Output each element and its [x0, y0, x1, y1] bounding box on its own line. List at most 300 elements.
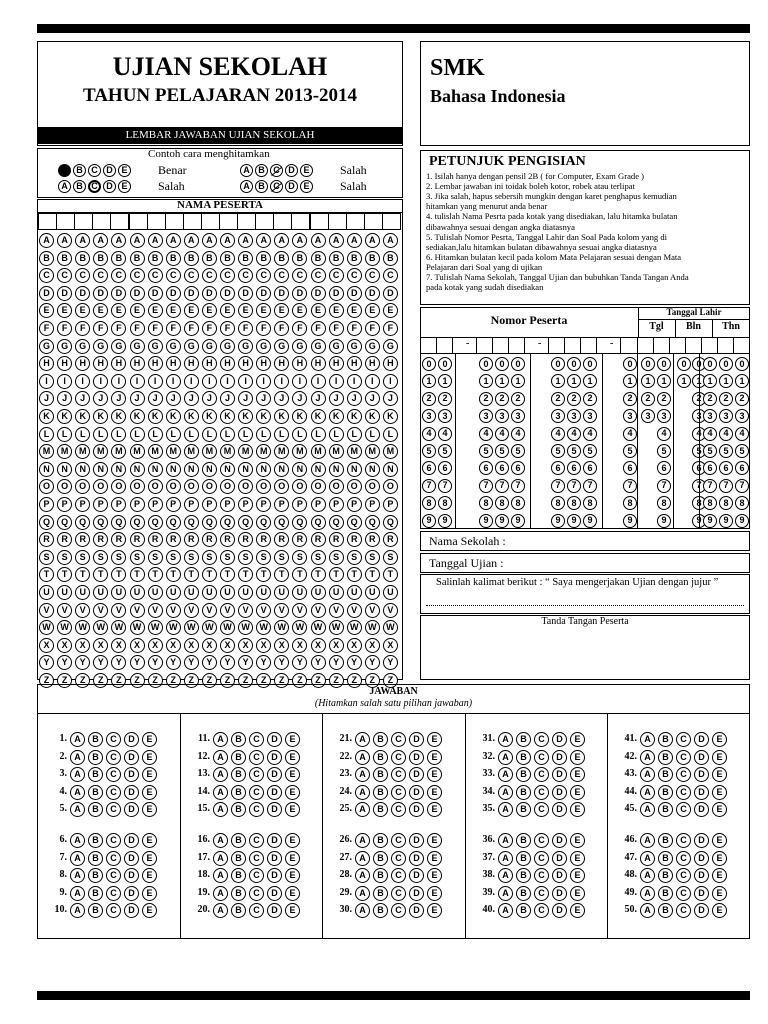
answer-13-e[interactable]: E	[285, 767, 300, 782]
name-bubble-t[interactable]: T	[93, 567, 108, 582]
name-bubble-v[interactable]: V	[347, 603, 362, 618]
name-bubble-h[interactable]: H	[347, 356, 362, 371]
name-bubble-q[interactable]: Q	[111, 515, 126, 530]
name-bubble-h[interactable]: H	[274, 356, 289, 371]
nomor-bubble-2[interactable]: 2	[511, 392, 525, 406]
thn-bubble-7[interactable]: 7	[735, 479, 749, 493]
name-bubble-b[interactable]: B	[329, 251, 344, 266]
name-bubble-p[interactable]: P	[365, 497, 380, 512]
answer-35-a[interactable]: A	[498, 802, 513, 817]
answer-24-b[interactable]: B	[373, 785, 388, 800]
name-bubble-r[interactable]: R	[166, 532, 181, 547]
name-bubble-v[interactable]: V	[238, 603, 253, 618]
name-bubble-m[interactable]: M	[347, 444, 362, 459]
name-letter-box[interactable]	[255, 213, 274, 230]
answer-1-e[interactable]: E	[142, 732, 157, 747]
answer-8-c[interactable]: C	[106, 868, 121, 883]
nomor-bubble-6[interactable]: 6	[495, 461, 509, 475]
answer-14-a[interactable]: A	[213, 785, 228, 800]
name-bubble-g[interactable]: G	[329, 339, 344, 354]
name-bubble-z[interactable]: Z	[130, 673, 145, 688]
answer-29-e[interactable]: E	[427, 886, 442, 901]
thn-bubble-0[interactable]: 0	[719, 357, 733, 371]
answer-28-c[interactable]: C	[391, 868, 406, 883]
name-bubble-u[interactable]: U	[148, 585, 163, 600]
answer-14-c[interactable]: C	[249, 785, 264, 800]
answer-50-b[interactable]: B	[658, 903, 673, 918]
example-bubble-e[interactable]: E	[118, 164, 131, 177]
name-bubble-o[interactable]: O	[93, 479, 108, 494]
example-bubble-b[interactable]: B	[73, 180, 86, 193]
name-bubble-u[interactable]: U	[329, 585, 344, 600]
answer-24-c[interactable]: C	[391, 785, 406, 800]
nomor-bubble-2[interactable]: 2	[567, 392, 581, 406]
answer-17-a[interactable]: A	[213, 851, 228, 866]
answer-49-b[interactable]: B	[658, 886, 673, 901]
name-bubble-y[interactable]: Y	[311, 655, 326, 670]
name-bubble-u[interactable]: U	[93, 585, 108, 600]
name-bubble-n[interactable]: N	[75, 462, 90, 477]
name-bubble-y[interactable]: Y	[274, 655, 289, 670]
name-bubble-s[interactable]: S	[238, 550, 253, 565]
answer-15-d[interactable]: D	[267, 802, 282, 817]
tgl-bubble-1[interactable]: 1	[641, 374, 655, 388]
name-bubble-s[interactable]: S	[93, 550, 108, 565]
nomor-bubble-3[interactable]: 3	[583, 409, 597, 423]
name-bubble-p[interactable]: P	[329, 497, 344, 512]
name-letter-box[interactable]	[273, 213, 292, 230]
answer-30-e[interactable]: E	[427, 903, 442, 918]
nomor-bubble-5[interactable]: 5	[567, 444, 581, 458]
nomor-bubble-3[interactable]: 3	[495, 409, 509, 423]
name-bubble-r[interactable]: R	[220, 532, 235, 547]
name-bubble-m[interactable]: M	[39, 444, 54, 459]
answer-15-b[interactable]: B	[231, 802, 246, 817]
name-bubble-e[interactable]: E	[39, 303, 54, 318]
answer-45-e[interactable]: E	[712, 802, 727, 817]
answer-23-e[interactable]: E	[427, 767, 442, 782]
tgl-bubble-3[interactable]: 3	[657, 409, 671, 423]
answer-4-b[interactable]: B	[88, 785, 103, 800]
name-bubble-i[interactable]: I	[347, 374, 362, 389]
name-bubble-x[interactable]: X	[166, 638, 181, 653]
name-bubble-j[interactable]: J	[347, 391, 362, 406]
answer-19-d[interactable]: D	[267, 886, 282, 901]
name-bubble-z[interactable]: Z	[383, 673, 398, 688]
answer-14-d[interactable]: D	[267, 785, 282, 800]
answer-27-d[interactable]: D	[409, 851, 424, 866]
name-bubble-l[interactable]: L	[274, 427, 289, 442]
name-bubble-g[interactable]: G	[166, 339, 181, 354]
name-bubble-c[interactable]: C	[57, 268, 72, 283]
name-bubble-l[interactable]: L	[311, 427, 326, 442]
name-bubble-f[interactable]: F	[292, 321, 307, 336]
name-bubble-i[interactable]: I	[311, 374, 326, 389]
answer-17-d[interactable]: D	[267, 851, 282, 866]
name-bubble-y[interactable]: Y	[93, 655, 108, 670]
name-bubble-m[interactable]: M	[148, 444, 163, 459]
name-bubble-h[interactable]: H	[292, 356, 307, 371]
name-bubble-o[interactable]: O	[148, 479, 163, 494]
name-bubble-e[interactable]: E	[292, 303, 307, 318]
name-bubble-j[interactable]: J	[57, 391, 72, 406]
name-bubble-z[interactable]: Z	[57, 673, 72, 688]
bln-bubble-1[interactable]: 1	[677, 374, 691, 388]
answer-29-b[interactable]: B	[373, 886, 388, 901]
nomor-bubble-6[interactable]: 6	[422, 461, 436, 475]
name-bubble-p[interactable]: P	[256, 497, 271, 512]
answer-9-a[interactable]: A	[70, 886, 85, 901]
answer-13-a[interactable]: A	[213, 767, 228, 782]
name-bubble-j[interactable]: J	[39, 391, 54, 406]
name-bubble-e[interactable]: E	[220, 303, 235, 318]
name-bubble-o[interactable]: O	[130, 479, 145, 494]
name-bubble-o[interactable]: O	[383, 479, 398, 494]
name-bubble-q[interactable]: Q	[365, 515, 380, 530]
answer-35-c[interactable]: C	[534, 802, 549, 817]
name-bubble-c[interactable]: C	[111, 268, 126, 283]
answer-48-e[interactable]: E	[712, 868, 727, 883]
name-bubble-d[interactable]: D	[148, 286, 163, 301]
name-bubble-l[interactable]: L	[256, 427, 271, 442]
name-bubble-p[interactable]: P	[311, 497, 326, 512]
name-bubble-v[interactable]: V	[311, 603, 326, 618]
nomor-bubble-8[interactable]: 8	[495, 496, 509, 510]
name-bubble-n[interactable]: N	[256, 462, 271, 477]
answer-45-b[interactable]: B	[658, 802, 673, 817]
answer-50-e[interactable]: E	[712, 903, 727, 918]
answer-3-a[interactable]: A	[70, 767, 85, 782]
answer-36-b[interactable]: B	[516, 833, 531, 848]
name-letter-box[interactable]	[92, 213, 111, 230]
name-bubble-o[interactable]: O	[39, 479, 54, 494]
name-bubble-t[interactable]: T	[202, 567, 217, 582]
name-bubble-d[interactable]: D	[274, 286, 289, 301]
name-bubble-c[interactable]: C	[365, 268, 380, 283]
answer-45-c[interactable]: C	[676, 802, 691, 817]
name-bubble-l[interactable]: L	[39, 427, 54, 442]
answer-40-c[interactable]: C	[534, 903, 549, 918]
nomor-bubble-7[interactable]: 7	[422, 479, 436, 493]
name-bubble-j[interactable]: J	[148, 391, 163, 406]
name-bubble-c[interactable]: C	[238, 268, 253, 283]
name-bubble-l[interactable]: L	[365, 427, 380, 442]
name-letter-box[interactable]	[328, 213, 347, 230]
name-bubble-c[interactable]: C	[311, 268, 326, 283]
name-bubble-j[interactable]: J	[75, 391, 90, 406]
nomor-bubble-3[interactable]: 3	[479, 409, 493, 423]
answer-48-c[interactable]: C	[676, 868, 691, 883]
name-bubble-k[interactable]: K	[130, 409, 145, 424]
answer-8-e[interactable]: E	[142, 868, 157, 883]
name-bubble-o[interactable]: O	[220, 479, 235, 494]
name-bubble-z[interactable]: Z	[184, 673, 199, 688]
nomor-bubble-2[interactable]: 2	[422, 392, 436, 406]
answer-9-d[interactable]: D	[124, 886, 139, 901]
name-bubble-t[interactable]: T	[311, 567, 326, 582]
name-bubble-u[interactable]: U	[184, 585, 199, 600]
answer-16-c[interactable]: C	[249, 833, 264, 848]
nomor-bubble-1[interactable]: 1	[511, 374, 525, 388]
nomor-bubble-9[interactable]: 9	[495, 514, 509, 528]
answer-20-c[interactable]: C	[249, 903, 264, 918]
name-bubble-h[interactable]: H	[111, 356, 126, 371]
answer-15-a[interactable]: A	[213, 802, 228, 817]
answer-4-d[interactable]: D	[124, 785, 139, 800]
nomor-bubble-0[interactable]: 0	[551, 357, 565, 371]
answer-32-a[interactable]: A	[498, 750, 513, 765]
answer-50-c[interactable]: C	[676, 903, 691, 918]
name-bubble-h[interactable]: H	[311, 356, 326, 371]
name-bubble-x[interactable]: X	[220, 638, 235, 653]
name-bubble-q[interactable]: Q	[148, 515, 163, 530]
name-bubble-r[interactable]: R	[202, 532, 217, 547]
answer-3-b[interactable]: B	[88, 767, 103, 782]
answer-16-b[interactable]: B	[231, 833, 246, 848]
name-bubble-m[interactable]: M	[311, 444, 326, 459]
name-letter-box[interactable]	[183, 213, 202, 230]
answer-18-c[interactable]: C	[249, 868, 264, 883]
name-bubble-z[interactable]: Z	[347, 673, 362, 688]
nomor-bubble-9[interactable]: 9	[551, 514, 565, 528]
answer-49-d[interactable]: D	[694, 886, 709, 901]
name-bubble-s[interactable]: S	[166, 550, 181, 565]
answer-18-e[interactable]: E	[285, 868, 300, 883]
answer-43-b[interactable]: B	[658, 767, 673, 782]
answer-46-d[interactable]: D	[694, 833, 709, 848]
name-bubble-x[interactable]: X	[329, 638, 344, 653]
answer-37-c[interactable]: C	[534, 851, 549, 866]
name-bubble-s[interactable]: S	[347, 550, 362, 565]
answer-30-b[interactable]: B	[373, 903, 388, 918]
name-letter-box[interactable]	[201, 213, 220, 230]
name-bubble-w[interactable]: W	[111, 620, 126, 635]
answer-6-d[interactable]: D	[124, 833, 139, 848]
name-bubble-l[interactable]: L	[166, 427, 181, 442]
name-bubble-j[interactable]: J	[274, 391, 289, 406]
answer-25-b[interactable]: B	[373, 802, 388, 817]
name-bubble-f[interactable]: F	[274, 321, 289, 336]
nomor-bubble-2[interactable]: 2	[551, 392, 565, 406]
name-bubble-e[interactable]: E	[274, 303, 289, 318]
answer-11-c[interactable]: C	[249, 732, 264, 747]
name-bubble-v[interactable]: V	[39, 603, 54, 618]
name-bubble-q[interactable]: Q	[311, 515, 326, 530]
name-bubble-i[interactable]: I	[166, 374, 181, 389]
name-bubble-m[interactable]: M	[220, 444, 235, 459]
name-bubble-y[interactable]: Y	[238, 655, 253, 670]
name-bubble-p[interactable]: P	[184, 497, 199, 512]
name-bubble-z[interactable]: Z	[274, 673, 289, 688]
name-bubble-k[interactable]: K	[184, 409, 199, 424]
nomor-bubble-8[interactable]: 8	[551, 496, 565, 510]
name-bubble-b[interactable]: B	[166, 251, 181, 266]
name-bubble-n[interactable]: N	[292, 462, 307, 477]
name-letter-box[interactable]	[219, 213, 238, 230]
name-bubble-c[interactable]: C	[274, 268, 289, 283]
answer-46-a[interactable]: A	[640, 833, 655, 848]
answer-25-e[interactable]: E	[427, 802, 442, 817]
example-bubble-c[interactable]: C	[270, 180, 283, 193]
name-bubble-j[interactable]: J	[329, 391, 344, 406]
nomor-bubble-3[interactable]: 3	[438, 409, 452, 423]
name-bubble-p[interactable]: P	[202, 497, 217, 512]
name-bubble-d[interactable]: D	[130, 286, 145, 301]
name-bubble-j[interactable]: J	[220, 391, 235, 406]
thn-bubble-6[interactable]: 6	[735, 461, 749, 475]
name-bubble-w[interactable]: W	[329, 620, 344, 635]
nomor-bubble-4[interactable]: 4	[583, 427, 597, 441]
name-bubble-b[interactable]: B	[238, 251, 253, 266]
thn-bubble-9[interactable]: 9	[703, 514, 717, 528]
example-bubble-d[interactable]: D	[103, 180, 116, 193]
name-bubble-q[interactable]: Q	[274, 515, 289, 530]
nomor-bubble-4[interactable]: 4	[438, 427, 452, 441]
thn-bubble-2[interactable]: 2	[719, 392, 733, 406]
bln-bubble-5[interactable]: 5	[692, 444, 706, 458]
name-bubble-e[interactable]: E	[256, 303, 271, 318]
name-bubble-x[interactable]: X	[292, 638, 307, 653]
name-bubble-x[interactable]: X	[383, 638, 398, 653]
name-bubble-c[interactable]: C	[292, 268, 307, 283]
answer-21-e[interactable]: E	[427, 732, 442, 747]
answer-10-c[interactable]: C	[106, 903, 121, 918]
answer-44-d[interactable]: D	[694, 785, 709, 800]
bln-bubble-7[interactable]: 7	[692, 479, 706, 493]
nomor-bubble-1[interactable]: 1	[479, 374, 493, 388]
name-bubble-a[interactable]: A	[39, 233, 54, 248]
name-bubble-m[interactable]: M	[256, 444, 271, 459]
answer-3-c[interactable]: C	[106, 767, 121, 782]
answer-33-e[interactable]: E	[570, 767, 585, 782]
name-bubble-t[interactable]: T	[148, 567, 163, 582]
answer-13-b[interactable]: B	[231, 767, 246, 782]
name-bubble-e[interactable]: E	[75, 303, 90, 318]
name-bubble-w[interactable]: W	[383, 620, 398, 635]
answer-3-e[interactable]: E	[142, 767, 157, 782]
name-bubble-e[interactable]: E	[329, 303, 344, 318]
name-bubble-t[interactable]: T	[238, 567, 253, 582]
example-bubble-b[interactable]: B	[255, 180, 268, 193]
answer-34-e[interactable]: E	[570, 785, 585, 800]
nomor-bubble-6[interactable]: 6	[623, 461, 637, 475]
name-bubble-k[interactable]: K	[57, 409, 72, 424]
name-bubble-z[interactable]: Z	[111, 673, 126, 688]
name-bubble-c[interactable]: C	[39, 268, 54, 283]
nomor-bubble-6[interactable]: 6	[567, 461, 581, 475]
name-bubble-p[interactable]: P	[75, 497, 90, 512]
thn-bubble-6[interactable]: 6	[703, 461, 717, 475]
name-bubble-n[interactable]: N	[111, 462, 126, 477]
name-bubble-w[interactable]: W	[256, 620, 271, 635]
name-bubble-k[interactable]: K	[148, 409, 163, 424]
name-bubble-n[interactable]: N	[57, 462, 72, 477]
answer-32-b[interactable]: B	[516, 750, 531, 765]
answer-47-d[interactable]: D	[694, 851, 709, 866]
name-bubble-a[interactable]: A	[347, 233, 362, 248]
name-bubble-m[interactable]: M	[238, 444, 253, 459]
name-bubble-y[interactable]: Y	[130, 655, 145, 670]
answer-22-c[interactable]: C	[391, 750, 406, 765]
name-bubble-k[interactable]: K	[311, 409, 326, 424]
name-bubble-a[interactable]: A	[166, 233, 181, 248]
answer-44-c[interactable]: C	[676, 785, 691, 800]
answer-38-b[interactable]: B	[516, 868, 531, 883]
name-bubble-k[interactable]: K	[256, 409, 271, 424]
name-bubble-v[interactable]: V	[202, 603, 217, 618]
name-bubble-j[interactable]: J	[93, 391, 108, 406]
name-bubble-a[interactable]: A	[256, 233, 271, 248]
name-bubble-p[interactable]: P	[292, 497, 307, 512]
nomor-bubble-1[interactable]: 1	[551, 374, 565, 388]
name-bubble-p[interactable]: P	[130, 497, 145, 512]
name-bubble-c[interactable]: C	[75, 268, 90, 283]
answer-39-c[interactable]: C	[534, 886, 549, 901]
nomor-bubble-6[interactable]: 6	[479, 461, 493, 475]
name-bubble-p[interactable]: P	[93, 497, 108, 512]
name-bubble-n[interactable]: N	[274, 462, 289, 477]
name-bubble-g[interactable]: G	[347, 339, 362, 354]
name-bubble-f[interactable]: F	[75, 321, 90, 336]
answer-39-a[interactable]: A	[498, 886, 513, 901]
nomor-bubble-5[interactable]: 5	[511, 444, 525, 458]
name-bubble-f[interactable]: F	[148, 321, 163, 336]
answer-37-e[interactable]: E	[570, 851, 585, 866]
name-bubble-m[interactable]: M	[365, 444, 380, 459]
name-bubble-n[interactable]: N	[365, 462, 380, 477]
name-bubble-l[interactable]: L	[93, 427, 108, 442]
answer-38-a[interactable]: A	[498, 868, 513, 883]
answer-32-d[interactable]: D	[552, 750, 567, 765]
name-bubble-a[interactable]: A	[329, 233, 344, 248]
name-bubble-g[interactable]: G	[130, 339, 145, 354]
name-bubble-u[interactable]: U	[311, 585, 326, 600]
name-bubble-p[interactable]: P	[347, 497, 362, 512]
nomor-bubble-8[interactable]: 8	[583, 496, 597, 510]
name-bubble-u[interactable]: U	[39, 585, 54, 600]
name-bubble-a[interactable]: A	[220, 233, 235, 248]
bln-bubble-6[interactable]: 6	[692, 461, 706, 475]
name-bubble-p[interactable]: P	[166, 497, 181, 512]
answer-21-d[interactable]: D	[409, 732, 424, 747]
name-bubble-u[interactable]: U	[292, 585, 307, 600]
name-bubble-s[interactable]: S	[274, 550, 289, 565]
name-bubble-l[interactable]: L	[111, 427, 126, 442]
name-bubble-y[interactable]: Y	[166, 655, 181, 670]
name-bubble-c[interactable]: C	[329, 268, 344, 283]
name-bubble-m[interactable]: M	[130, 444, 145, 459]
nomor-bubble-0[interactable]: 0	[438, 357, 452, 371]
name-bubble-m[interactable]: M	[202, 444, 217, 459]
name-bubble-z[interactable]: Z	[311, 673, 326, 688]
name-bubble-j[interactable]: J	[292, 391, 307, 406]
nomor-bubble-6[interactable]: 6	[583, 461, 597, 475]
example-bubble-b[interactable]: B	[73, 164, 86, 177]
nomor-bubble-7[interactable]: 7	[583, 479, 597, 493]
name-bubble-d[interactable]: D	[93, 286, 108, 301]
name-bubble-f[interactable]: F	[383, 321, 398, 336]
example-bubble-e[interactable]: E	[118, 180, 131, 193]
name-bubble-j[interactable]: J	[111, 391, 126, 406]
answer-10-e[interactable]: E	[142, 903, 157, 918]
name-bubble-i[interactable]: I	[57, 374, 72, 389]
thn-bubble-0[interactable]: 0	[735, 357, 749, 371]
answer-31-c[interactable]: C	[534, 732, 549, 747]
name-bubble-b[interactable]: B	[75, 251, 90, 266]
answer-46-b[interactable]: B	[658, 833, 673, 848]
thn-bubble-9[interactable]: 9	[735, 514, 749, 528]
answer-8-a[interactable]: A	[70, 868, 85, 883]
